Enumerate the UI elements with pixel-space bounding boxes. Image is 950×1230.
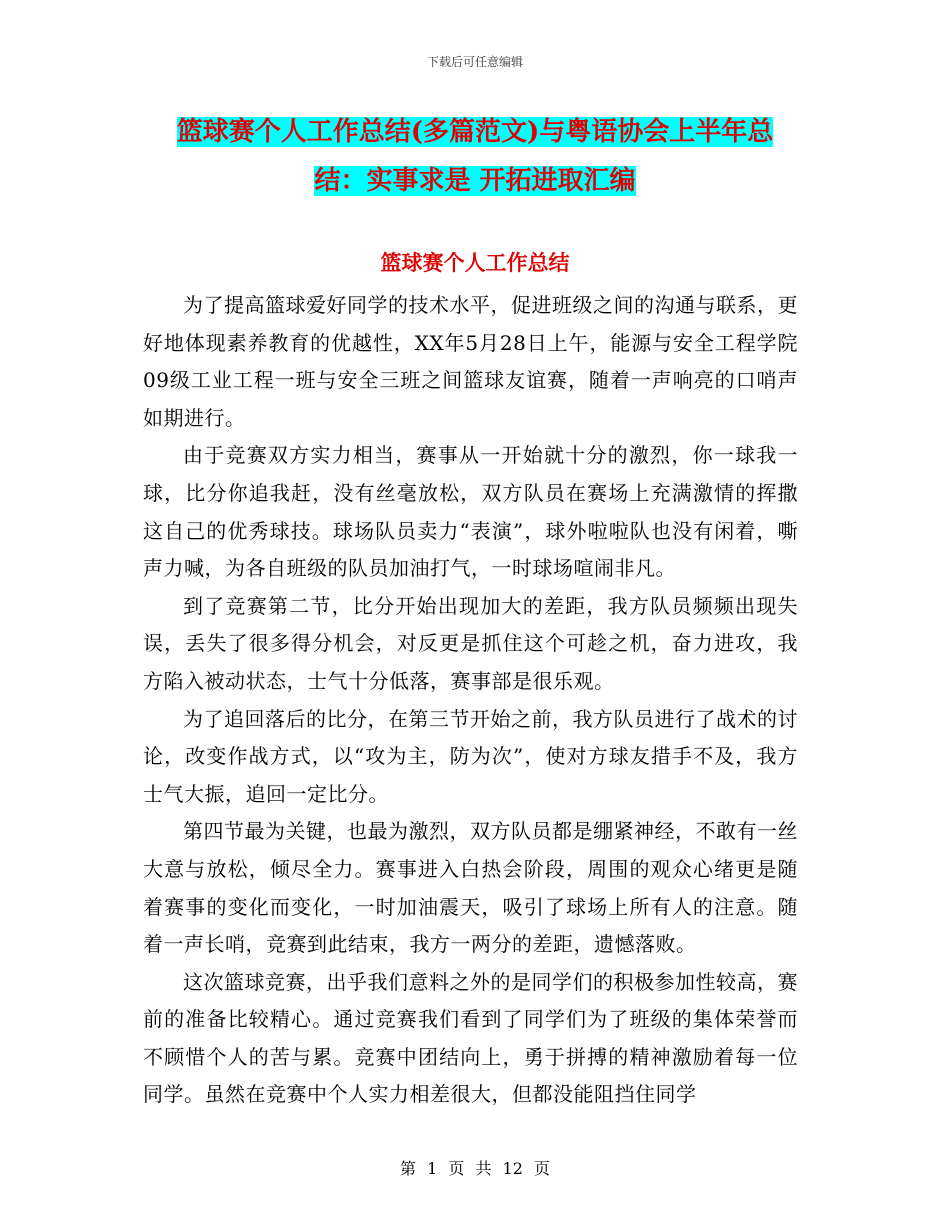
page-footer: 第 1 页 共 12 页 [400,1159,550,1178]
paragraph: 这次篮球竞赛，出乎我们意料之外的是同学们的积极参加性较高，赛前的准备比较精心。通过竞赛我们看到了同学们为了班级的集体荣誉而不顾惜个人的苦与累。竞赛中团结向上，勇于拼搏的精神激励着每一位同学。虽然在竞赛中个人实力相差很大，但都没能阻挡住同学 [143,969,798,1107]
body-text [143,287,798,1114]
paragraph: 到了竞赛第二节，比分开始出现加大的差距，我方队员频频出现失误，丢失了很多得分机会，对反更是抓住这个可趁之机，奋力进攻，我方陷入被动状态，士气十分低落，赛事部是很乐观。 [143,593,798,693]
document-title [140,108,810,206]
document-title-line-2: 结：实事求是 开拓进取汇编 [314,166,636,196]
paragraph: 为了提高篮球爱好同学的技术水平，促进班级之间的沟通与联系，更好地体现素养教育的优越性，XX年5月28日上午，能源与安全工程学院09级工业工程一班与安全三班之间篮球友谊赛，随着一声响亮的口哨声如期进行。 [143,293,798,430]
page-header-note: 下载后可任意编辑 [426,55,523,69]
paragraph: 为了追回落后的比分，在第三节开始之前，我方队员进行了战术的讨论，改变作战方式，以“攻为主，防为次”，使对方球友措手不及，我方士气大振，追回一定比分。 [143,706,798,806]
paragraph: 第四节最为关键，也最为激烈，双方队员都是绷紧神经，不敢有一丝大意与放松，倾尽全力。赛事进入白热会阶段，周围的观众心绪更是随着赛事的变化而变化，一时加油震天，吸引了球场上所有人的注意。随着一声长哨，竞赛到此结束，我方一两分的差距，遗憾落败。 [143,819,798,957]
paragraph: 由于竞赛双方实力相当，赛事从一开始就十分的激烈，你一球我一球，比分你追我赶，没有丝毫放松，双方队员在赛场上充满激情的挥撒这自己的优秀球技。球场队员卖力“表演”，球外啦啦队也没有闲着，嘶声力喊，为各自班级的队员加油打气，一时球场喧闹非凡。 [143,443,798,581]
document-title-line-1: 篮球赛个人工作总结(多篇范文)与粤语协会上半年总 [176,117,774,147]
section-heading: 篮球赛个人工作总结 [380,250,570,275]
